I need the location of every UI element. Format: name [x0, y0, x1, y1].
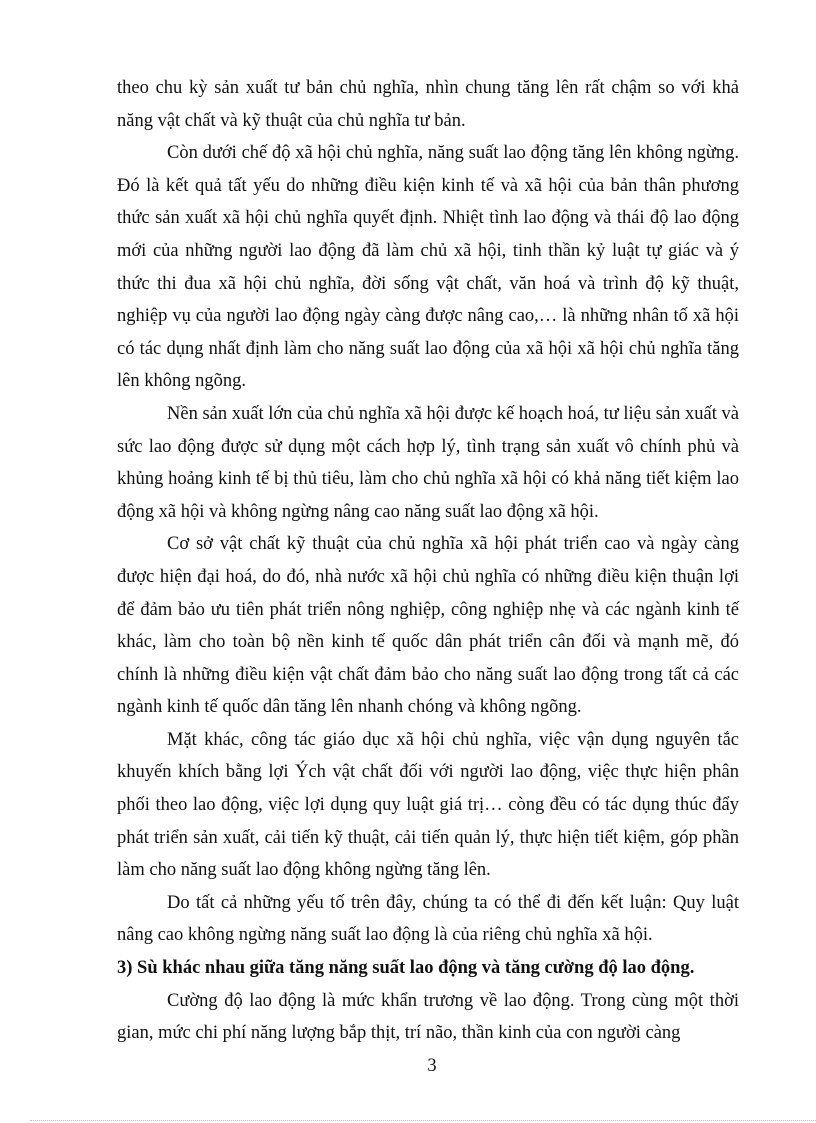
- paragraph-continuation: theo chu kỳ sản xuất tư bản chủ nghĩa, nhìn chung tăng lên rất chậm so với khả năng vật chất và kỹ thuật của chủ nghĩa tư bản.: [117, 78, 739, 131]
- page-number: 3: [427, 1056, 437, 1076]
- footer-dotted-rule: [30, 1120, 816, 1121]
- paragraph-education-incentives: Mặt khác, công tác giáo dục xã hội chủ nghĩa, việc vận dụng nguyên tắc khuyến khích bằng lợi Ých vật chất đối với người lao động, việc thực hiện phân phối theo lao động, việc lợi dụng quy luật giá trị… còng đều có tác dụng thúc đẩy phát triển sản xuất, cải tiến kỹ thuật, cải tiến quản lý, thực hiện tiết kiệm, góp phần làm cho năng suất lao động không ngừng tăng lên.: [117, 729, 739, 881]
- paragraph-labor-intensity: Cường độ lao động là mức khẩn trương về lao động. Trong cùng một thời gian, mức chi phí năng lượng bắp thịt, trí não, thần kinh của con người càng: [117, 990, 739, 1044]
- paragraph-socialist-productivity: Còn dưới chế độ xã hội chủ nghĩa, năng suất lao động tăng lên không ngừng. Đó là kết quả tất yếu do những điều kiện kinh tế và xã hội của bản thân phương thức sản xuất xã hội chủ nghĩa quyết định. Nhiệt tình lao động và thái độ lao động mới của những người lao động đã làm chủ xã hội, tinh thần kỷ luật tự giác và ý thức thi đua xã hội chủ nghĩa, đời sống vật chất, văn hoá và trình độ kỹ thuật, nghiệp vụ của người lao động ngày càng được nâng cao,… là những nhân tố xã hội có tác dụng nhất định làm cho năng suất lao động của xã hội xã hội chủ nghĩa tăng lên không ngõng.: [117, 143, 739, 392]
- paragraph-technical-base: Cơ sở vật chất kỹ thuật của chủ nghĩa xã hội phát triển cao và ngày càng được hiện đại hoá, do đó, nhà nước xã hội chủ nghĩa có những điều kiện thuận lợi để đảm bảo ưu tiên phát triển nông nghiệp, công nghiệp nhẹ và các ngành kinh tế khác, làm cho toàn bộ nền kinh tế quốc dân phát triển cân đối và mạnh mẽ, đó chính là những điều kiện vật chất đảm bảo cho năng suất lao động trong tất cả các ngành kinh tế quốc dân tăng lên nhanh chóng và không ngõng.: [117, 534, 739, 718]
- paragraph-conclusion: Do tất cả những yếu tố trên đây, chúng ta có thể đi đến kết luận: Quy luật nâng cao không ngừng năng suất lao động là của riêng chủ nghĩa xã hội.: [117, 892, 739, 946]
- page-body: [117, 72, 739, 1050]
- paragraph-planned-production: Nền sản xuất lớn của chủ nghĩa xã hội được kế hoạch hoá, tư liệu sản xuất và sức lao động được sử dụng một cách hợp lý, tình trạng sản xuất vô chính phủ và khủng hoảng kinh tế bị thủ tiêu, làm cho chủ nghĩa xã hội có khả năng tiết kiệm lao động xã hội và không ngừng nâng cao năng suất lao động xã hội.: [117, 403, 739, 522]
- section-heading: 3) Sù khác nhau giữa tăng năng suất lao động và tăng cường độ lao động.: [117, 958, 695, 979]
